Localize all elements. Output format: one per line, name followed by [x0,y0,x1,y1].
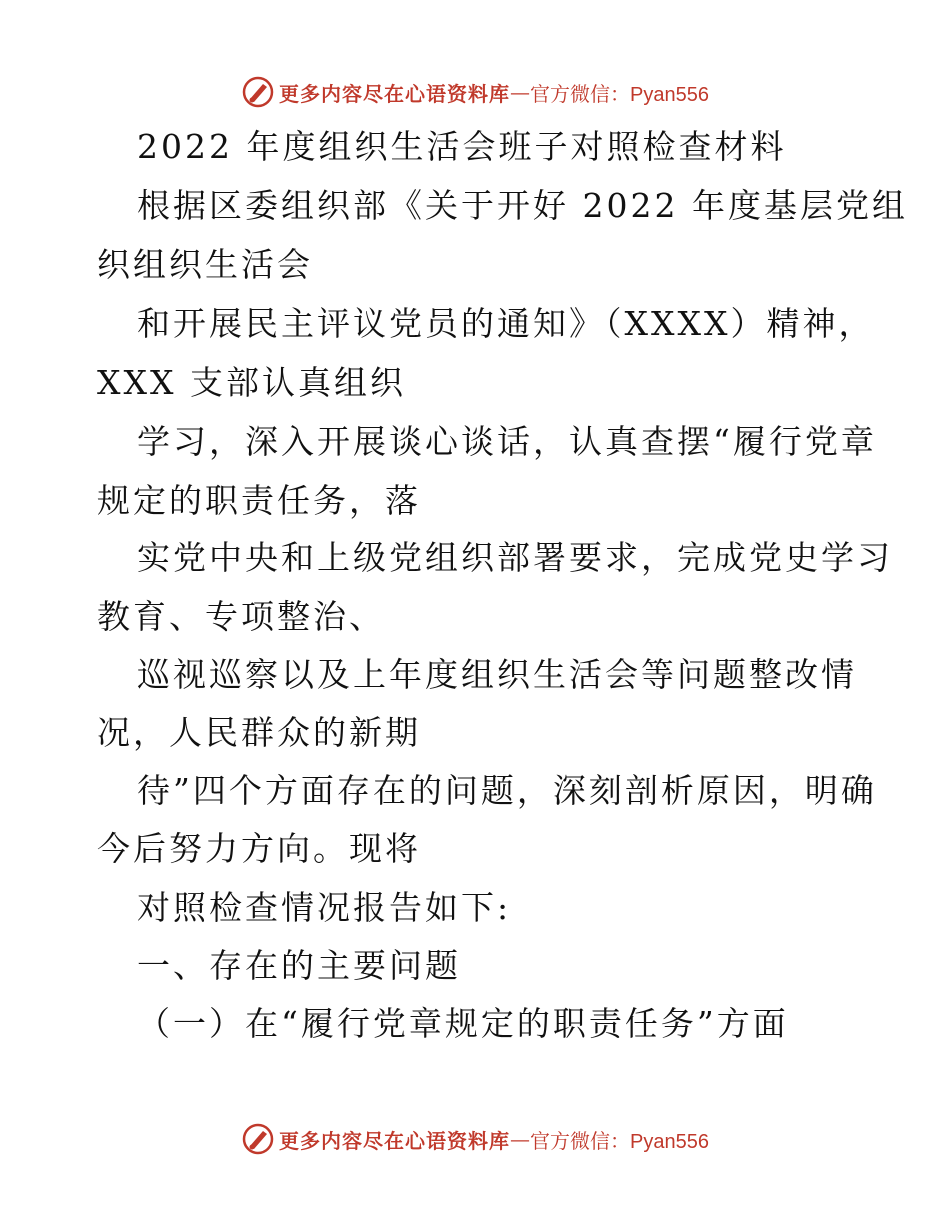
watermark-separator: — [510,1127,531,1151]
paragraph-line: 对照检查情况报告如下: [137,888,512,927]
paragraph-line: 待”四个方面存在的问题，深刻剖析原因，明确 [137,771,877,810]
watermark-wechat-text: 官方微信：Pyan556 [530,1130,709,1153]
watermark-top [0,72,950,112]
paragraph-line: XXX 支部认真组织 [97,363,406,402]
subsection-heading: （一）在“履行党章规定的职责任务”方面 [137,1004,789,1043]
watermark-bottom [0,1119,950,1159]
document-title: 2022 年度组织生活会班子对照检查材料 [137,127,787,166]
paragraph-line: 规定的职责任务，落 [97,481,421,520]
watermark-separator: — [510,80,531,104]
paragraph-line: 根据区委组织部《关于开好 2022 年度基层党组 [137,186,908,225]
brand-logo-icon [241,1122,275,1156]
section-heading: 一、存在的主要问题 [137,946,461,985]
brand-logo-icon [241,75,275,109]
paragraph-line: 织组织生活会 [97,245,313,284]
paragraph-line: 巡视巡察以及上年度组织生活会等问题整改情 [137,655,857,694]
paragraph-line: 况，人民群众的新期 [97,713,421,752]
watermark-brand-text: 更多内容尽在心语资料库 [279,1128,511,1153]
paragraph-line: 学习，深入开展谈心谈话，认真查摆“履行党章 [137,422,877,461]
watermark-wechat-text: 官方微信：Pyan556 [530,83,709,106]
paragraph-line: 今后努力方向。现将 [97,829,421,868]
paragraph-line: 实党中央和上级党组织部署要求，完成党史学习 [137,538,893,577]
paragraph-line: 和开展民主评议党员的通知》（XXXX）精神， [137,304,875,343]
watermark-brand-text: 更多内容尽在心语资料库 [279,81,511,106]
paragraph-line: 教育、专项整治、 [97,597,385,636]
